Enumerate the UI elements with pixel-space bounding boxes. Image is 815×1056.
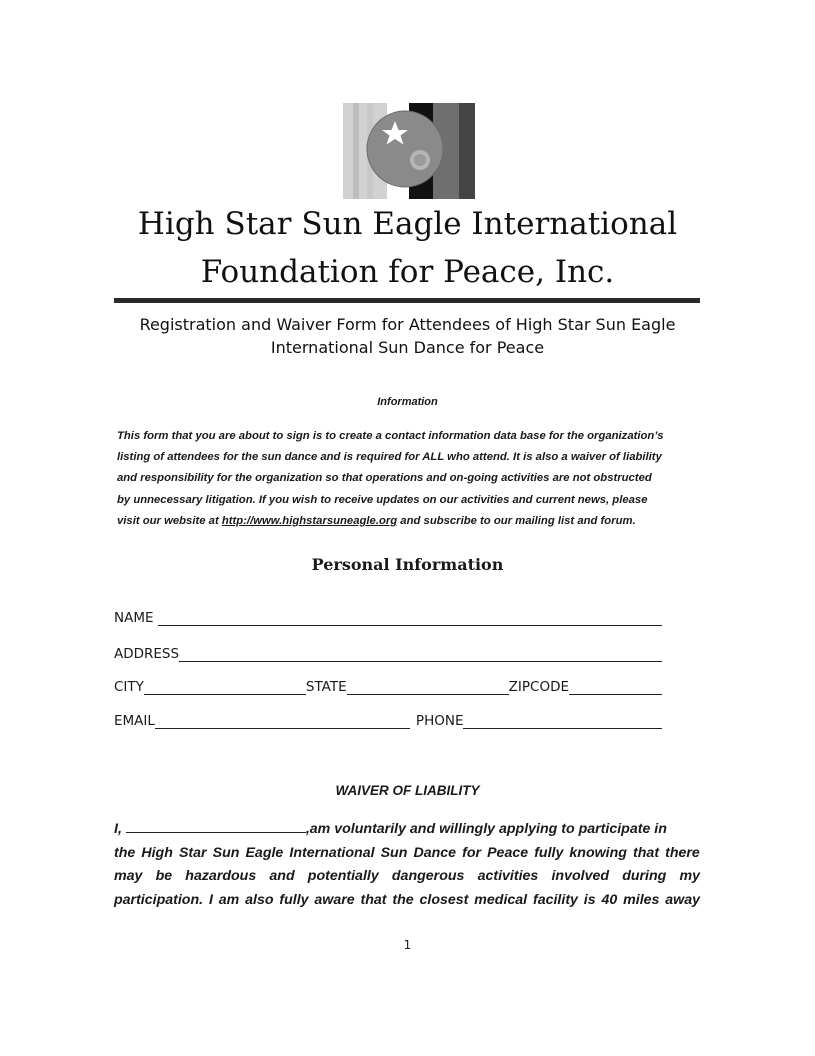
waiver-paragraph (114, 818, 700, 912)
city-label: CITY (114, 679, 144, 695)
phone-field[interactable] (463, 713, 662, 729)
address-field[interactable] (179, 646, 662, 662)
name-row (114, 606, 662, 626)
address-row (114, 642, 662, 662)
website-suffix: and subscribe to our mailing list and forum. (397, 514, 636, 527)
waiver-line-4: participation. I am also fully aware that the closest medical facility is 40 miles away (114, 891, 700, 908)
information-line: listing of attendees for the sun dance and is required for ALL who attend. It is also a waiver of liability (117, 451, 662, 464)
waiver-heading: WAIVER OF LIABILITY (335, 783, 480, 798)
state-field[interactable] (347, 679, 509, 695)
waiver-line-2: the High Star Sun Eagle International Sun Dance for Peace fully knowing that there (114, 844, 700, 861)
form-subtitle-line-2: International Sun Dance for Peace (270, 338, 545, 357)
city-state-zip-row (114, 675, 662, 695)
phone-label: PHONE (415, 713, 464, 729)
waiver-line-3: may be hazardous and potentially dangerous activities involved during my (114, 868, 700, 884)
name-field[interactable] (158, 610, 662, 626)
information-line: by unnecessary litigation. If you wish to receive updates on our activities and current news, please (117, 493, 648, 506)
personal-information-heading: Personal Information (311, 555, 504, 574)
page-number: 1 (403, 938, 412, 952)
form-subtitle-line-1: Registration and Waiver Form for Attendees of High Star Sun Eagle (139, 315, 676, 334)
email-label: EMAIL (114, 713, 155, 729)
email-field[interactable] (155, 713, 410, 729)
organization-title-line-2: Foundation for Peace, Inc. (200, 254, 615, 290)
waiver-line-1-start: I, (114, 821, 122, 837)
participant-name-field[interactable] (126, 819, 306, 833)
website-prefix: visit our website at (117, 514, 222, 527)
state-label: STATE (305, 679, 347, 695)
email-phone-row (114, 709, 662, 729)
information-line-last (117, 511, 702, 532)
information-heading: Information (377, 396, 438, 408)
header-divider (114, 298, 700, 303)
website-link[interactable]: http://www.highstarsuneagle.org (221, 514, 398, 527)
information-line: and responsibility for the organization so that operations and on-going activities are not obstructed (117, 472, 652, 485)
waiver-line-1-end: ,am voluntarily and willingly applying to participate in (305, 821, 667, 837)
waiver-line-1 (114, 818, 700, 842)
zipcode-label: ZIPCODE (508, 679, 569, 695)
information-line: This form that you are about to sign is to create a contact information data base for the organization’s (117, 430, 664, 442)
organization-title-line-1: High Star Sun Eagle International (137, 206, 678, 242)
city-field[interactable] (144, 679, 306, 695)
zipcode-field[interactable] (569, 679, 662, 695)
foundation-logo-icon (343, 103, 475, 199)
name-label: NAME (114, 610, 154, 626)
information-paragraph (117, 426, 702, 532)
address-label: ADDRESS (114, 646, 180, 662)
